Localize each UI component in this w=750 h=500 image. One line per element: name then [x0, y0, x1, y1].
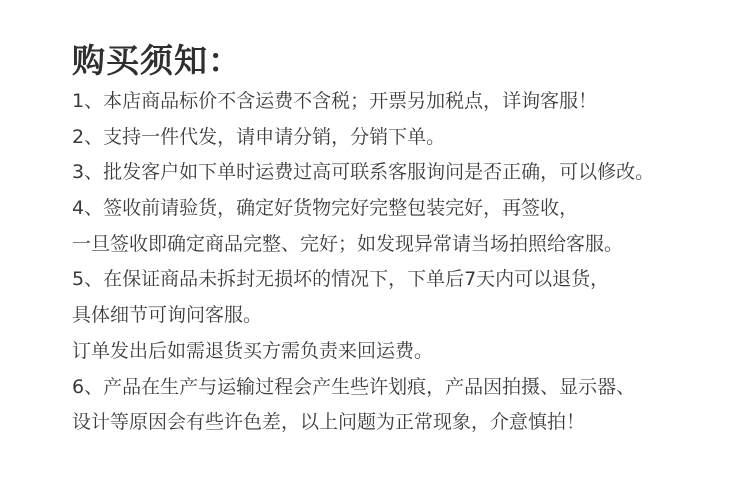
notice-line-4-continued: 一旦签收即确定商品完整、完好；如发现异常请当场拍照给客服。	[72, 232, 624, 255]
notice-line-6-continued: 设计等原因会有些许色差，以上问题为正常现象，介意慎拍！	[72, 411, 586, 434]
notice-lines	[72, 84, 742, 441]
notice-return-shipping-line: 订单发出后如需退货买方需负责来回运费。	[72, 339, 434, 362]
notice-line-5: 5、在保证商品未拆封无损坏的情况下，下单后7天内可以退货，	[72, 268, 610, 291]
notice-line-6: 6、产品在生产与运输过程会产生些许划痕，产品因拍摄、显示器、	[72, 375, 636, 398]
notice-line-1: 1、本店商品标价不含运费不含税；开票另加税点，详询客服！	[72, 90, 598, 112]
notice-line-5-continued: 具体细节可询问客服。	[72, 304, 263, 327]
notice-line-3: 3、批发客户如下单时运费过高可联系客服询问是否正确，可以修改。	[72, 161, 655, 184]
notice-line-4: 4、签收前请验货，确定好货物完好完整包装完好，再签收，	[72, 197, 579, 220]
notice-title: 购买须知：	[72, 41, 242, 81]
notice-line-2: 2、支持一件代发，请申请分销，分销下单。	[72, 125, 446, 148]
